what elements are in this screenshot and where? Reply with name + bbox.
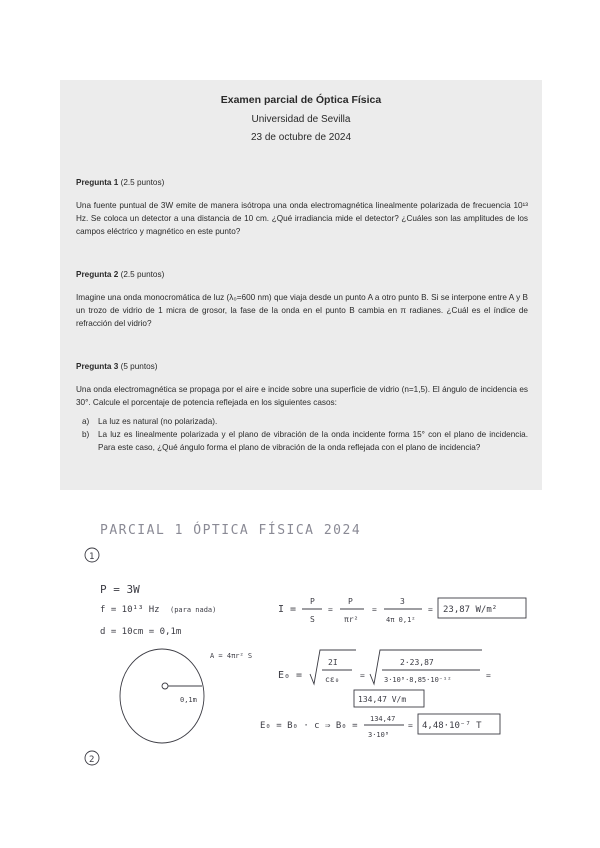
question-1-text: Una fuente puntual de 3W emite de manera isótropa una onda electromagnética linealmente polarizada de frecuencia 10¹³ Hz. Se coloca un detector a una distancia de 10 cm. ¿Qué irradiancia mide el detector? ¿Cuáles son las amplitudes de los campos eléctrico y magnético en este punto? xyxy=(76,201,528,236)
eq-i-eq2: = xyxy=(372,605,377,614)
eq-e-r1-den: cε₀ xyxy=(325,675,340,684)
eq-e-r2-den: 3·10⁸·8,85·10⁻¹² xyxy=(384,676,452,684)
eq-e-eq1: = xyxy=(360,671,365,680)
question-2-label: Pregunta 2 xyxy=(76,270,119,279)
exam-sheet xyxy=(60,80,542,490)
question-3 xyxy=(76,360,528,454)
sphere-center xyxy=(162,683,168,689)
eq-e-eq2: = xyxy=(486,671,491,680)
item-b-label: b) xyxy=(82,430,90,439)
q2-marker: 2 xyxy=(89,755,95,765)
q1-marker: 1 xyxy=(89,552,95,562)
question-3-points: (5 puntos) xyxy=(120,362,158,371)
question-1-title xyxy=(76,176,528,189)
eq-b-lhs: E₀ = B₀ · c ⇒ B₀ = xyxy=(260,721,358,731)
eq-i-f2-den: πr² xyxy=(344,615,359,624)
eq-e-lhs: E₀ = xyxy=(278,670,303,681)
question-1-label: Pregunta 1 xyxy=(76,178,119,187)
question-2 xyxy=(76,268,528,330)
given-frequency: f = 10¹³ Hz xyxy=(100,605,160,615)
question-3-items xyxy=(76,415,528,454)
exam-header xyxy=(76,94,526,143)
given-power: P = 3W xyxy=(100,583,140,596)
question-1-points: (2.5 puntos) xyxy=(120,178,165,187)
radius-label: 0,1m xyxy=(180,696,197,704)
eq-i-lhs: I = xyxy=(278,604,297,615)
item-a-text: La luz es natural (no polarizada). xyxy=(98,417,218,426)
exam-title: Examen parcial de Óptica Física xyxy=(220,94,382,106)
notes-heading: PARCIAL 1 ÓPTICA FÍSICA 2024 xyxy=(100,523,362,538)
given-note: (para nada) xyxy=(170,606,217,614)
question-3-label: Pregunta 3 xyxy=(76,362,119,371)
eq-i-eq3: = xyxy=(428,605,433,614)
eq-e-r2-num: 2·23,87 xyxy=(400,658,434,667)
question-2-points: (2.5 puntos) xyxy=(120,270,165,279)
item-b-text: La luz es linealmente polarizada y el plano de vibración de la onda incidente forma 15° con el plano de incidencia. Para este caso, ¿Qué ángulo forma el plano de vibración de la onda reflejada con el plano de incidencia? xyxy=(98,430,528,452)
eq-i-f3-den: 4π 0,1² xyxy=(386,616,416,624)
question-2-text: Imagine una onda monocromática de luz (λ₀=600 nm) que viaja desde un punto A a otro punto B. Si se interpone entre A y B un trozo de vidrio de 1 micra de grosor, la fase de la onda en el punto B cambia en π radianes. ¿Cuál es el índice de refracción del vidrio? xyxy=(76,293,528,328)
exam-date: 23 de octubre de 2024 xyxy=(250,132,352,143)
given-distance: d = 10cm = 0,1m xyxy=(100,627,182,637)
question-3-item-b xyxy=(82,428,528,454)
question-2-title xyxy=(76,268,528,281)
eq-b-result: 4,48·10⁻⁷ T xyxy=(422,721,482,731)
eq-b-den: 3·10⁸ xyxy=(368,731,390,739)
eq-i-f1-num: P xyxy=(310,597,315,606)
item-a-label: a) xyxy=(82,417,90,426)
eq-i-f2-num: P xyxy=(348,597,353,606)
question-3-title xyxy=(76,360,528,373)
eq-i-f3-num: 3 xyxy=(400,597,405,606)
eq-b-eq: = xyxy=(408,721,413,730)
area-label: A = 4πr² S xyxy=(210,652,253,660)
eq-i-eq1: = xyxy=(328,605,333,614)
eq-e-r1-num: 2I xyxy=(328,658,338,667)
exam-university: Universidad de Sevilla xyxy=(251,114,351,125)
question-3-item-a xyxy=(82,415,528,428)
eq-i-f1-den: S xyxy=(310,615,315,624)
eq-b-num: 134,47 xyxy=(370,715,396,723)
question-3-text: Una onda electromagnética se propaga por el aire e incide sobre una superficie de vidrio (n=1,5). El ángulo de incidencia es 30°. Calcule el porcentaje de potencia reflejada en los siguientes casos: xyxy=(76,385,528,407)
eq-e-result: 134,47 V/m xyxy=(358,695,407,704)
eq-i-result: 23,87 W/m² xyxy=(443,605,498,615)
question-1 xyxy=(76,176,528,238)
handwritten-notes xyxy=(70,500,545,790)
